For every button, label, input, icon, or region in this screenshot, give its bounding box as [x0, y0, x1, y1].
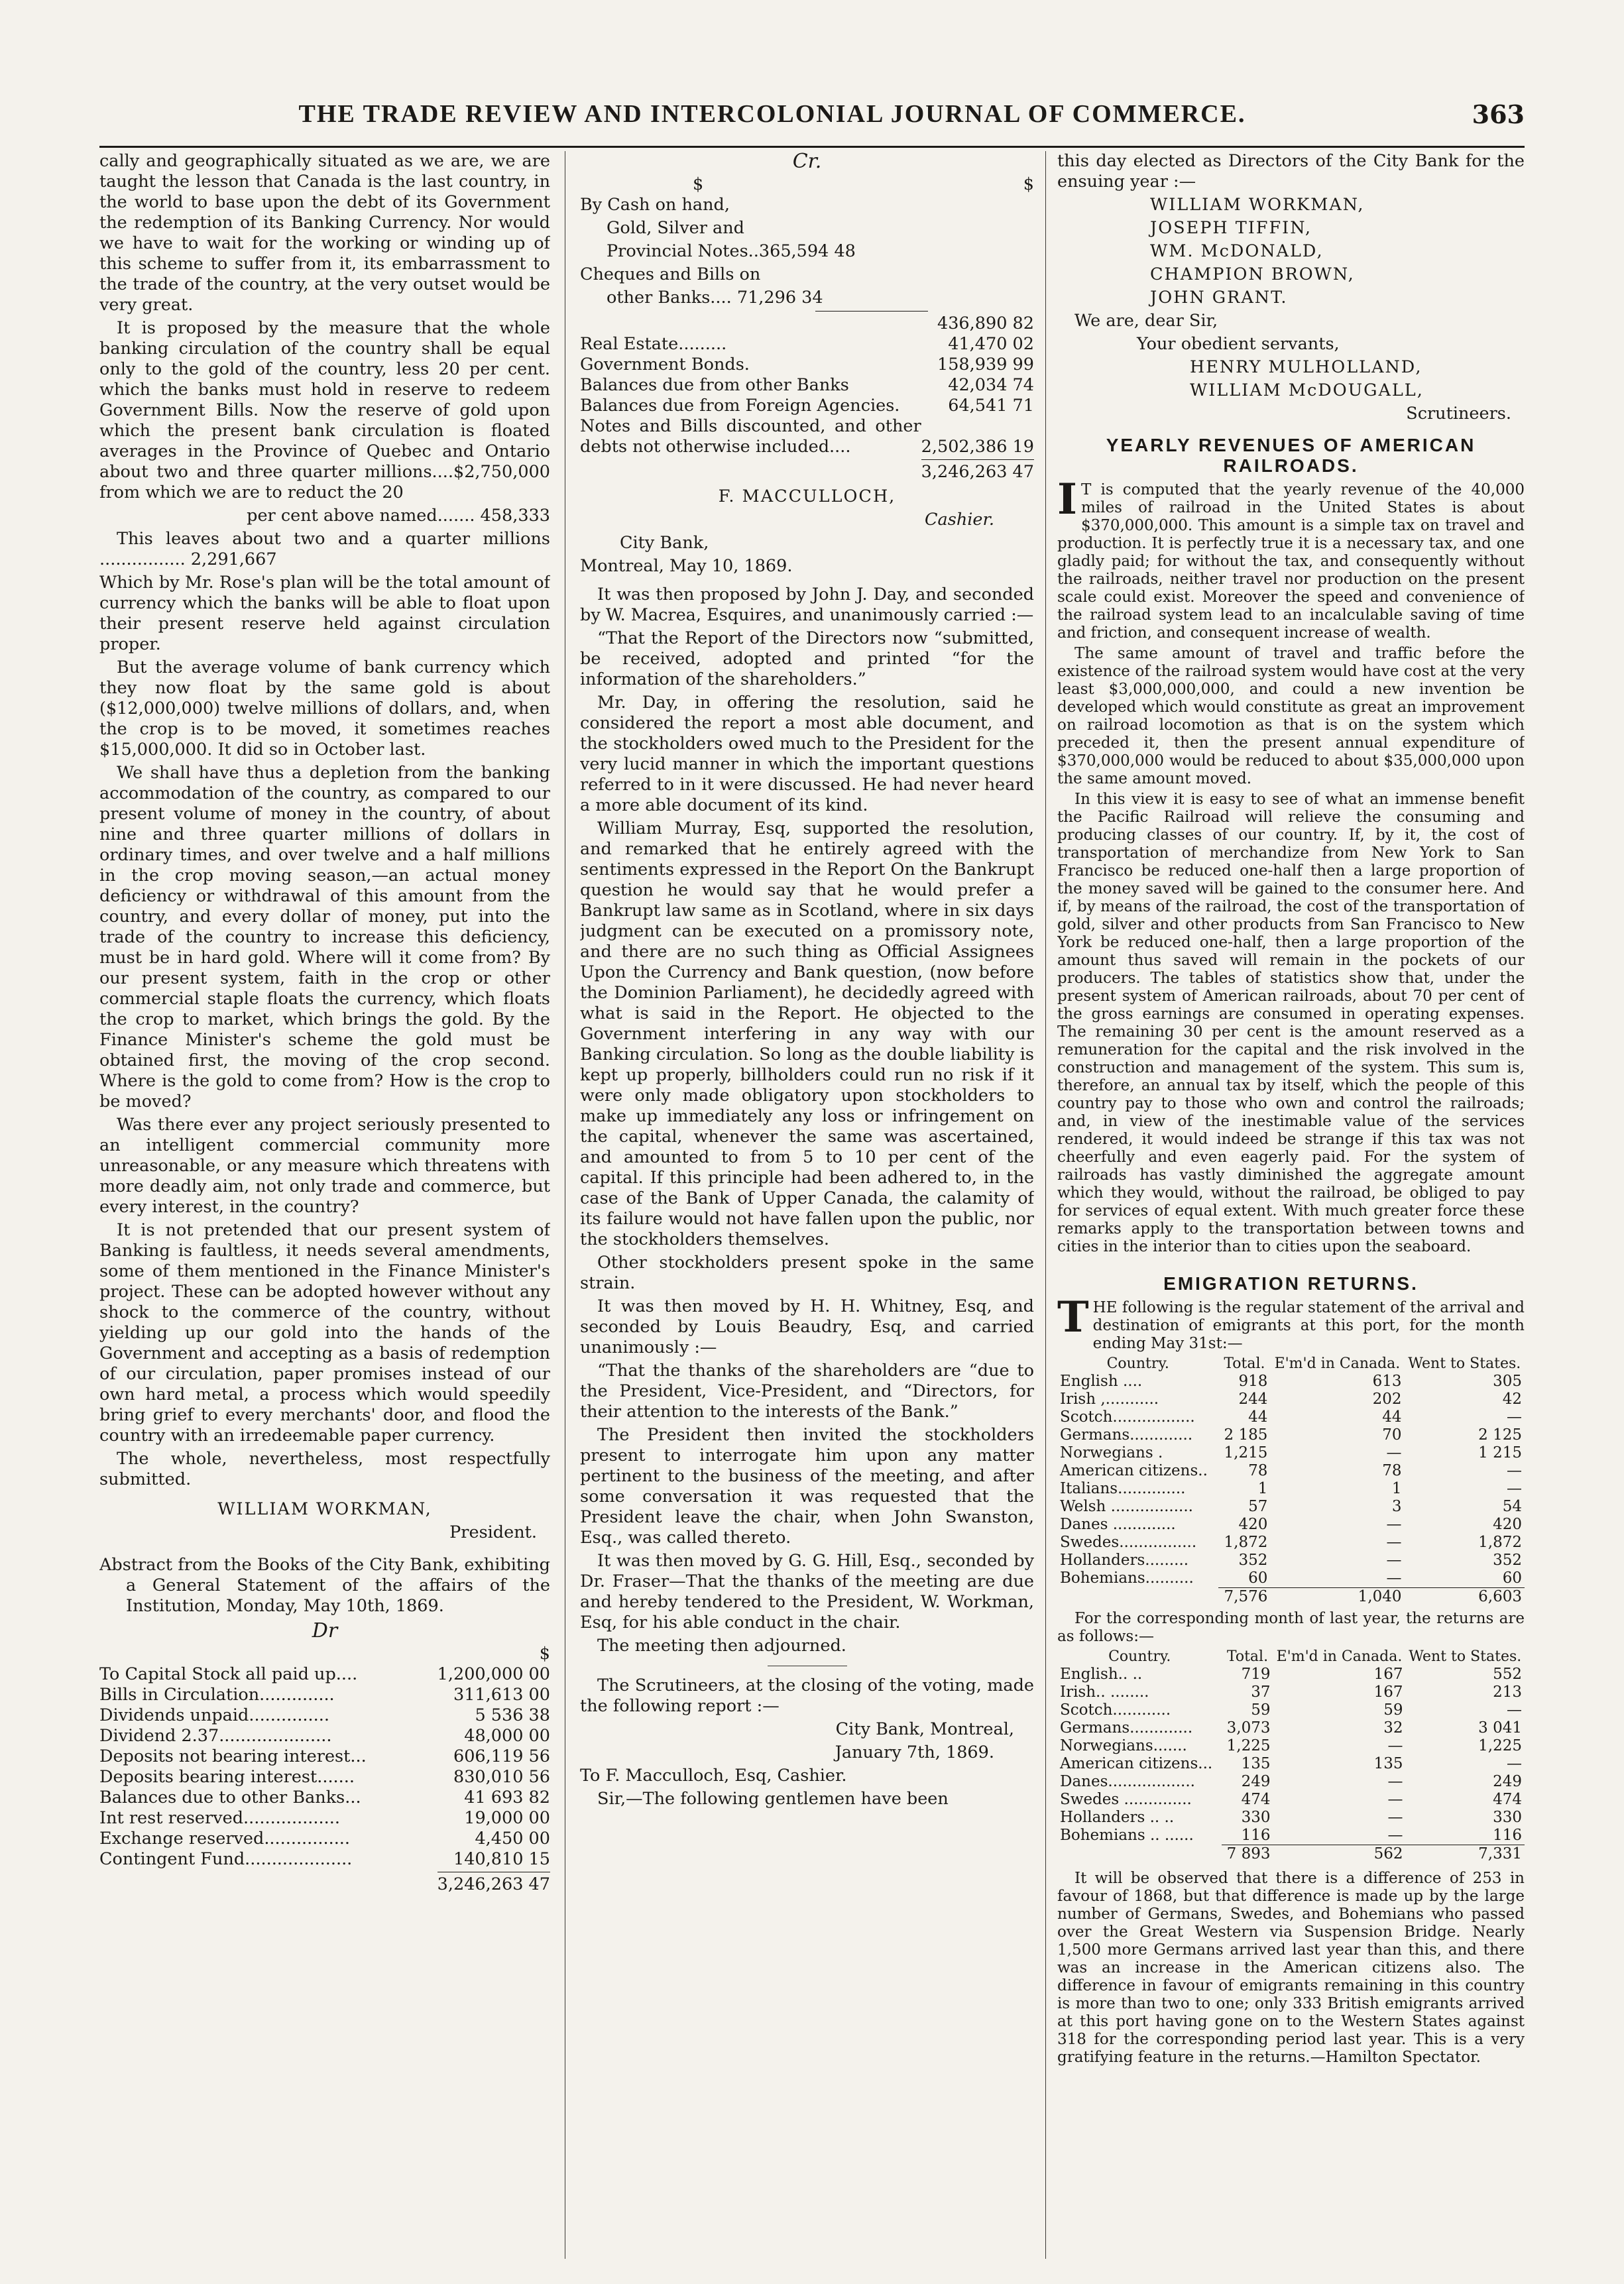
table-cell-canada: 1 — [1391, 1480, 1402, 1497]
table-total-states: 7,331 — [1405, 1845, 1525, 1864]
table-total-row — [1057, 1588, 1525, 1607]
column-header: Went to States. — [1409, 1648, 1522, 1665]
ledger-dollar: $ — [539, 1644, 550, 1664]
table-cell-country: English.. .. — [1060, 1666, 1143, 1683]
table-cell-country: Irish ,........... — [1060, 1391, 1159, 1408]
ledger-label: Contingent Fund.................... — [99, 1849, 353, 1869]
ledger-amount: 140,810 15 — [453, 1849, 550, 1869]
paragraph: We shall have thus a depletion from the banking accommodation of the country, as compared to our present volume of money in the country, of about nine and three quarter millions of dollars in ordinary times, and over twelve and a half millions in the crop moving season,—an actual money deficiency or withdrawal of this amount from the country, and every dollar of money, put into the trade of the country to increase this deficiency, must be in hard gold. Where will it come from? By our present system, faith in the crop or other commercial staple floats the currency, which floats the crop to market, which brings the gold. By the Finance Minister's scheme the gold must be obtained first, the moving of the crop second. Where is the gold to come from? How is the crop to be moved? — [99, 763, 550, 1112]
column-header: Total. — [1226, 1648, 1269, 1665]
ledger-amount: 830,010 56 — [453, 1767, 550, 1787]
table-cell-states: — — [1507, 1755, 1522, 1772]
ledger-amount: 41,470 02 — [948, 334, 1034, 354]
ledger-amount: 42,034 74 — [948, 375, 1034, 395]
table-total-total: 7 893 — [1222, 1845, 1273, 1864]
ledger-row — [580, 416, 1034, 457]
column-1 — [99, 151, 550, 2259]
table-cell-total: 135 — [1241, 1755, 1271, 1772]
ledger-label: Balances due from Foreign Agencies. — [580, 396, 900, 416]
emigration-article — [1057, 1292, 1525, 2067]
table-cell-country: Hollanders......... — [1060, 1552, 1189, 1569]
ledger-row — [580, 375, 1034, 396]
table-total-total: 7,576 — [1218, 1588, 1270, 1607]
table-cell-states: 420 — [1493, 1516, 1522, 1533]
paragraph: Was there ever any project seriously presented to an intelligent commercial community more unreasonable, or any measure which threatens with more deadly aim, not only trade and commerce, but every interest, in the country? — [99, 1115, 550, 1217]
ledger-row — [99, 1664, 550, 1685]
paragraph: “That the Report of the Directors now “submitted, be received, adopted and printed “for the information of the shareholders.” — [580, 628, 1034, 689]
letter-addressee: To F. Macculloch, Esq, Cashier. — [580, 1766, 847, 1786]
ledger-amount: 2,502,386 19 — [921, 437, 1034, 457]
journal-title: THE TRADE REVIEW AND INTERCOLONIAL JOURNAL OF COMMERCE. — [298, 100, 1246, 128]
paragraph: The same amount of travel and traffic before the existence of the railroad system would have cost at the very least $3,000,000,000, and could a new invention be developed which would constitute as great an improvement on railroad locomotion as that is on the system which preceded it, then the present annual expenditure of $370,000,000 would be reduced to about $35,000,000 upon the same amount moved. — [1057, 645, 1525, 787]
ledger-row — [580, 355, 1034, 375]
table-cell-total: 719 — [1241, 1666, 1271, 1683]
column-header: Country. — [1106, 1355, 1169, 1372]
ledger-row — [99, 1685, 550, 1705]
table-total-canada: 1,040 — [1270, 1588, 1404, 1607]
scrutineers-role: Scrutineers. — [1406, 404, 1511, 424]
table-cell-total: 3,073 — [1226, 1719, 1271, 1737]
table-cell-country: Swedes .............. — [1060, 1791, 1192, 1808]
table-cell-states: 2 125 — [1478, 1426, 1522, 1444]
table-cell-country: Norwegians....... — [1060, 1737, 1187, 1754]
ledger-label: Government Bonds. — [580, 355, 750, 374]
ledger-amount: 311,613 00 — [453, 1685, 550, 1705]
table-cell-total: 59 — [1251, 1701, 1271, 1719]
ledger-amount: 41 693 82 — [464, 1788, 550, 1807]
dr-ledger — [99, 1664, 550, 1870]
ledger-line: By Cash on hand, — [580, 195, 730, 215]
table-cell-states: 1 215 — [1478, 1444, 1522, 1461]
cashier-signature: F. MACCULLOCH, — [718, 486, 896, 506]
table-cell-country: American citizens.. — [1060, 1462, 1208, 1479]
signature-role: President. — [449, 1522, 537, 1542]
column-2 — [580, 151, 1034, 2259]
table-cell-states: 1,872 — [1478, 1534, 1522, 1551]
cr-ledger — [580, 334, 1034, 457]
ledger-amount: 5 536 38 — [475, 1705, 550, 1725]
table-cell-country: Danes ............. — [1060, 1516, 1176, 1533]
director-name: JOSEPH TIFFIN, — [1150, 218, 1312, 238]
ledger-label: Dividends unpaid............... — [99, 1705, 329, 1725]
table-cell-total: 57 — [1248, 1498, 1268, 1515]
ledger-rule — [921, 459, 1034, 460]
table-cell-country: American citizens... — [1060, 1755, 1213, 1772]
ledger-amount: 19,000 00 — [464, 1808, 550, 1828]
column-header: Country. — [1108, 1648, 1171, 1665]
table-cell-canada: 167 — [1373, 1684, 1403, 1701]
emigration-table-2 — [1057, 1648, 1525, 1863]
ledger-amount: 48,000 00 — [464, 1726, 550, 1746]
column-header: Went to States. — [1408, 1355, 1521, 1372]
table-cell-blank — [1057, 1588, 1218, 1607]
table-cell-total: 78 — [1248, 1462, 1268, 1479]
table-cell-total: 2 185 — [1224, 1426, 1268, 1444]
paragraph: Other stockholders present spoke in the same strain. — [580, 1253, 1034, 1293]
place-line: Montreal, May 10, 1869. — [580, 556, 793, 576]
cr-subtotal: 436,890 82 — [937, 314, 1034, 333]
table-cell-states: 213 — [1493, 1684, 1522, 1701]
table-cell-total: 60 — [1248, 1570, 1268, 1587]
table-row — [1057, 1480, 1525, 1498]
table-total-row — [1057, 1845, 1525, 1864]
table-cell-total: 330 — [1241, 1809, 1271, 1826]
paragraph: It was then proposed by John J. Day, and seconded by W. Macrea, Esquires, and unanimously carried :— — [580, 585, 1034, 625]
paragraph: In this view it is easy to see of what an immense benefit the Pacific Railroad will relieve the consuming and producing classes of our country. If, by it, the cost of transportation of merchandize from New York to San Francisco be reduced one-half then a large proportion of the money saved will be gained to the consumer here. And if, by means of the railroad, the cost of the transportation of gold, silver and other products from San Francisco to New York be reduced one-half, then a large proportion of the amount thus saved will remain in the pockets of our producers. The tables of statistics show that, under the present system of American railroads, about 70 per cent of the gross earnings are consumed in operating expenses. The remaining 30 per cent is the amount reserved as a remuneration for the capital and the risk involved in the construction and management of the system. This sum is, therefore, an annual tax by itself, which the people of this country pay to those who own and control the railroads; and, in view of the inestimable value of the services rendered, it would indeed be strange if this tax was not cheerfully and even eagerly paid. For the system of railroads has vastly diminished the aggregate amount which they would, without the railroad, be obliged to pay for services of equal extent. With much greater force these remarks apply to the transportation between towns and cities in the interior than to cities upon the seaboard. — [1057, 791, 1525, 1255]
cr-ledger-total: 3,246,263 47 — [921, 462, 1034, 482]
paragraph: Which by Mr. Rose's plan will be the total amount of currency which the banks will be able to float upon their present reserve held against circulation proper. — [99, 573, 550, 654]
ledger-label: Dividend 2.37..................... — [99, 1726, 332, 1746]
table-row — [1057, 1462, 1525, 1480]
paragraph: It was then moved by H. H. Whitney, Esq, and seconded by Louis Beaudry, Esq, and carried unanimously :— — [580, 1296, 1034, 1357]
table-cell-canada: 135 — [1373, 1755, 1403, 1772]
table-total-canada: 562 — [1273, 1845, 1406, 1864]
table-cell-canada: 78 — [1382, 1462, 1402, 1479]
table-row — [1057, 1773, 1525, 1791]
table-cell-total: 420 — [1238, 1516, 1268, 1533]
table-row — [1057, 1444, 1525, 1462]
paragraph: “That the thanks of the shareholders are “due to the President, Vice-President, and “Directors, for their attention to the interests of the Bank.” — [580, 1361, 1034, 1422]
table-cell-canada: 32 — [1383, 1719, 1403, 1737]
scrutineer-name: WILLIAM McDOUGALL, — [1190, 380, 1424, 400]
table-row — [1057, 1373, 1525, 1391]
table-cell-country: Germans............. — [1060, 1719, 1193, 1737]
director-name: WM. McDONALD, — [1150, 241, 1324, 261]
railroad-heading: YEARLY REVENUES OF AMERICAN RAILROADS. — [1106, 435, 1476, 476]
table-cell-states: 305 — [1493, 1373, 1522, 1390]
letter-place: City Bank, Montreal, — [835, 1719, 1014, 1739]
paragraph: The President then invited the stockholders present to interrogate him upon any matter pertinent to the business of the meeting, and after some conversation it was requested that the President leave the chair, when John Swanston, Esq., was called thereto. — [580, 1425, 1034, 1548]
paragraph: The Scrutineers, at the closing of the voting, made the following report :— — [580, 1676, 1034, 1716]
table-cell-country: Swedes................ — [1060, 1534, 1197, 1551]
abstract-heading: Abstract from the Books of the City Bank, exhibiting a General Statement of the affairs of the Institution, Monday, May 10th, 1869. — [99, 1555, 550, 1616]
ledger-label: Int rest reserved.................. — [99, 1808, 340, 1828]
table-cell-states: 249 — [1493, 1773, 1522, 1790]
ledger-label: Notes and Bills discounted, and other debts not otherwise included.... — [580, 416, 921, 457]
drop-cap: T — [1057, 1292, 1089, 1342]
table-cell-states: — — [1507, 1462, 1522, 1479]
table-cell-total: 116 — [1241, 1827, 1271, 1844]
ledger-row — [99, 1788, 550, 1808]
column-rule-2 — [1045, 151, 1046, 2259]
ledger-label: To Capital Stock all paid up.... — [99, 1664, 358, 1684]
table-cell-states: 352 — [1493, 1552, 1522, 1569]
letter-continuation: this day elected as Directors of the City Bank for the ensuing year :— — [1057, 151, 1525, 192]
table-row — [1057, 1791, 1525, 1809]
signature: WILLIAM WORKMAN, — [217, 1499, 432, 1519]
drop-cap: I — [1057, 475, 1077, 524]
page-number: 363 — [1472, 99, 1525, 129]
paragraph: William Murray, Esq, supported the resolution, and remarked that he entirely agreed with the sentiments expressed in the Report On the Bankrupt question he would say that he would prefer a Bankrupt law same as in Scotland, where in six days judgment can be executed on a promissory note, and there are no such thing as Official Assignees Upon the Currency and Bank question, (now before the Dominion Parliament), he decidedly agreed with what is said in the Report. He objected to the Government interfering in any way with our Banking circulation. So long as the double liability is kept up properly, billholders could run no risk if it were only made obligatory upon stockholders to make up immediately any loss or infringement on the capital, whenever the same was ascertained, and amounted to from 5 to 10 per cent of the capital. If this principle had been adhered to, in the case of the Bank of Upper Canada, the calamity of its failure would not have fallen upon the public, nor the stockholders themselves. — [580, 819, 1034, 1249]
table-cell-states: — — [1507, 1480, 1522, 1497]
paragraph: It was then moved by G. G. Hill, Esq., seconded by Dr. Fraser—That the thanks of the meeting are due and hereby tendered to the President, W. Workman, Esq, for his able conduct in the chair. — [580, 1551, 1034, 1632]
table-cell-states: — — [1507, 1408, 1522, 1426]
ledger-label: Balances due to other Banks... — [99, 1788, 361, 1807]
table-cell-country: Bohemians .. ...... — [1060, 1827, 1194, 1845]
table-cell-country: Irish.. ........ — [1060, 1684, 1149, 1701]
ledger-row — [99, 1829, 550, 1849]
table-cell-states: 3 041 — [1478, 1719, 1522, 1737]
ledger-row — [99, 1726, 550, 1746]
ledger-label: Deposits bearing interest....... — [99, 1767, 355, 1787]
ledger-row — [580, 396, 1034, 416]
table-cell-canada: — — [1387, 1773, 1403, 1790]
table-row — [1057, 1701, 1525, 1719]
table-cell-total: 352 — [1238, 1552, 1268, 1569]
table-cell-total: 1,215 — [1224, 1444, 1268, 1461]
paragraph: per cent above named....... 458,333 — [247, 506, 550, 526]
table-row — [1057, 1498, 1525, 1516]
column-header: E'm'd in Canada. — [1276, 1648, 1403, 1665]
table-cell-canada: 202 — [1372, 1391, 1402, 1408]
table-cell-canada: — — [1387, 1827, 1403, 1844]
table-cell-country: Germans............. — [1060, 1426, 1193, 1444]
table-cell-canada: — — [1387, 1809, 1403, 1826]
table-cell-canada: — — [1386, 1534, 1402, 1551]
paragraph: cally and geographically situated as we are, we are taught the lesson that Canada is the last country, in the world to base upon the debt of its Government the redemption of its Banking Currency. Nor would we have to wait for the working or winding up of this scheme to suffer from it, its embarrassment to the trade of the country, at the very outset would be very great. — [99, 151, 550, 315]
table-cell-country: Bohemians.......... — [1060, 1570, 1194, 1587]
table-cell-states: 54 — [1502, 1498, 1522, 1515]
paragraph: The meeting then adjourned. — [597, 1636, 846, 1656]
table-row — [1057, 1684, 1525, 1701]
table-cell-canada: 3 — [1391, 1498, 1402, 1515]
director-name: CHAMPION BROWN, — [1150, 264, 1355, 284]
table-cell-country: Danes.................. — [1060, 1773, 1195, 1790]
table-cell-canada: — — [1387, 1737, 1403, 1754]
paragraph: The whole, nevertheless, most respectfully submitted. — [99, 1449, 550, 1489]
table-row — [1057, 1719, 1525, 1737]
ledger-label: Bills in Circulation.............. — [99, 1685, 335, 1705]
ledger-row — [99, 1767, 550, 1788]
table-cell-states: 330 — [1493, 1809, 1522, 1826]
table-cell-total: 37 — [1251, 1684, 1271, 1701]
cashier-role: Cashier. — [925, 510, 994, 530]
table-cell-country: Scotch............ — [1060, 1701, 1171, 1719]
table-cell-canada: — — [1386, 1516, 1402, 1533]
table-row — [1057, 1827, 1525, 1845]
railroad-article — [1057, 475, 1525, 1256]
cr-label: Cr. — [792, 151, 822, 173]
emigration-heading: EMIGRATION RETURNS. — [1163, 1273, 1419, 1294]
ledger-dollars: $ $ — [693, 174, 1034, 194]
ledger-label: Deposits not bearing interest... — [99, 1746, 367, 1766]
table-row — [1057, 1755, 1525, 1773]
paragraph: This leaves about two and a quarter millions ................ 2,291,667 — [99, 529, 550, 569]
paragraph: For the corresponding month of last year, the returns are as follows:— — [1057, 1610, 1525, 1645]
ledger-row — [99, 1849, 550, 1870]
table-row — [1057, 1516, 1525, 1534]
table-header — [1057, 1355, 1525, 1373]
paragraph: But the average volume of bank currency which they now float by the same gold is about ($12,000,000) twelve millions of dollars, and, when the crop is to be moved, it sometimes reaches $15,000,000. It did so in October last. — [99, 657, 550, 760]
ledger-amount: 606,119 56 — [453, 1746, 550, 1766]
table-cell-total: 244 — [1238, 1391, 1268, 1408]
table-row — [1057, 1552, 1525, 1570]
closing-line: Your obedient servants, — [1137, 334, 1340, 354]
table-cell-total: 44 — [1248, 1408, 1268, 1426]
paragraph: T is computed that the yearly revenue of the 40,000 miles of railroad in the United States is about $370,000,000. This amount is a simple tax on travel and production. It is perfectly true it is a necessary tax, and one gladly paid; for without the tax, and consequently without the railroads, neither travel nor production on the present scale could exist. Moreover the speed and convenience of the railroad system lead to an incalculable saving of time and friction, and consequent increase of wealth. — [1057, 481, 1525, 642]
table-cell-blank — [1057, 1845, 1222, 1864]
table-cell-country: Italians.............. — [1060, 1480, 1186, 1497]
emigration-table-1 — [1057, 1355, 1525, 1606]
ledger-row — [99, 1705, 550, 1726]
closing-line: We are, dear Sir, — [1074, 311, 1218, 331]
table-row — [1057, 1408, 1525, 1426]
ledger-rule — [815, 311, 928, 312]
letter-date: January 7th, 1869. — [835, 1742, 994, 1762]
paragraph: Mr. Day, in offering the resolution, said he considered the report a most able document, and the stockholders owed much to the President for the very lucid manner in which the important questions referred to in it were discussed. He had never heard a more able document of its kind. — [580, 693, 1034, 815]
ledger-line: Gold, Silver and — [607, 218, 744, 238]
director-list — [1057, 195, 1525, 308]
scrutineer-name: HENRY MULHOLLAND, — [1190, 357, 1422, 377]
table-cell-canada: — — [1386, 1552, 1402, 1569]
place-line: City Bank, — [620, 533, 709, 553]
dr-label: Dr — [312, 1619, 338, 1642]
table-cell-states: 116 — [1493, 1827, 1522, 1844]
running-head — [99, 99, 1525, 148]
table-cell-canada: 613 — [1372, 1373, 1402, 1390]
table-cell-country: Hollanders .. .. — [1060, 1809, 1175, 1826]
ledger-line: Cheques and Bills on — [580, 264, 761, 284]
table-cell-total: 1 — [1257, 1480, 1268, 1497]
scrutineer-list — [1057, 357, 1525, 401]
ledger-row — [99, 1746, 550, 1767]
ledger-line: other Banks.... 71,296 34 — [607, 288, 823, 308]
ledger-label: Real Estate......... — [580, 334, 727, 354]
column-header: Total. — [1224, 1355, 1265, 1372]
table-cell-total: 918 — [1238, 1373, 1268, 1390]
table-row — [1057, 1809, 1525, 1827]
ledger-amount: 64,541 71 — [948, 396, 1034, 416]
ledger-amount: 158,939 99 — [937, 355, 1034, 374]
ledger-label: Exchange reserved................ — [99, 1829, 351, 1849]
table-cell-states: 42 — [1502, 1391, 1522, 1408]
table-row — [1057, 1737, 1525, 1755]
table-row — [1057, 1534, 1525, 1552]
table-cell-canada: — — [1386, 1570, 1402, 1587]
table-header — [1057, 1648, 1525, 1666]
table-cell-canada: 44 — [1382, 1408, 1402, 1426]
director-name: WILLIAM WORKMAN, — [1150, 195, 1365, 215]
table-cell-states: 474 — [1493, 1791, 1522, 1808]
table-cell-total: 1,225 — [1226, 1737, 1271, 1754]
table-row — [1057, 1666, 1525, 1684]
table-row — [1057, 1391, 1525, 1408]
paragraph: It is not pretended that our present system of Banking is faultless, it needs several amendments, some of them mentioned in the Finance Minister's project. These can be adopted however without any shock to the commerce of the country, without yielding up our gold into the hands of the Government and accepting as a basis of redemption of our circulation, paper promises instead of our own hard metal, a process which would speedily bring grief to every merchants' door, and flood the country with an irredeemable paper currency. — [99, 1220, 550, 1446]
table-cell-canada: 70 — [1382, 1426, 1402, 1444]
column-3 — [1057, 151, 1525, 2259]
ledger-row — [580, 334, 1034, 355]
table-cell-country: Scotch................. — [1060, 1408, 1195, 1426]
table-cell-canada: 59 — [1383, 1701, 1403, 1719]
paragraph: It is proposed by the measure that the whole banking circulation of the country shall be equal only to the gold of the country, less 20 per cent. which the banks must hold in reserve to redeem Government Bills. Now the reserve of gold upon which the present bank circulation is floated averages in the Province of Quebec and Ontario about two and three quarter millions....$2,750,000 from which we are to reduct the 20 — [99, 318, 550, 502]
dr-ledger-total: 3,246,263 47 — [437, 1874, 550, 1894]
table-cell-canada: — — [1387, 1791, 1403, 1808]
table-cell-canada: 167 — [1373, 1666, 1403, 1683]
table-cell-country: Welsh ................. — [1060, 1498, 1193, 1515]
letter-opening: Sir,—The following gentlemen have been — [597, 1789, 949, 1809]
ledger-amount: 1,200,000 00 — [437, 1664, 550, 1684]
table-cell-states: 60 — [1502, 1570, 1522, 1587]
table-row — [1057, 1570, 1525, 1588]
ledger-label: Balances due from other Banks — [580, 375, 849, 395]
table-total-states: 6,603 — [1405, 1588, 1525, 1607]
table-cell-states: 552 — [1493, 1666, 1522, 1683]
table-cell-canada: — — [1386, 1444, 1402, 1461]
table-cell-states: — — [1507, 1701, 1522, 1719]
table-cell-country: Norwegians . — [1060, 1444, 1163, 1461]
table-cell-states: 1,225 — [1478, 1737, 1522, 1754]
table-cell-total: 474 — [1241, 1791, 1271, 1808]
ledger-amount: 4,450 00 — [475, 1829, 550, 1849]
table-cell-total: 249 — [1241, 1773, 1271, 1790]
column-header: E'm'd in Canada. — [1274, 1355, 1401, 1372]
ledger-line: Provincial Notes..365,594 48 — [607, 241, 856, 261]
table-cell-country: English .... — [1060, 1373, 1143, 1390]
director-name: JOHN GRANT. — [1150, 288, 1288, 308]
paragraph: HE following is the regular statement of the arrival and destination of emigrants at this port, for the month ending May 31st:— — [1092, 1299, 1525, 1352]
ledger-row — [99, 1808, 550, 1829]
table-cell-total: 1,872 — [1224, 1534, 1268, 1551]
paragraph: It will be observed that there is a difference of 253 in favour of 1868, but that difference is made up by the large number of Germans, Swedes, and Bohemians who passed over the Great Western via Suspension Bridge. Nearly 1,500 more Germans arrived last year than this, and there was an increase in the American citizens also. The difference in favour of emigrants remaining in this country is more than two to one; only 333 British emigrants arrived at this port having gone on to the Western States against 318 for the corresponding period last year. This is a very gratifying feature in the returns.—Hamilton Spectator. — [1057, 1870, 1525, 2066]
table-row — [1057, 1426, 1525, 1444]
